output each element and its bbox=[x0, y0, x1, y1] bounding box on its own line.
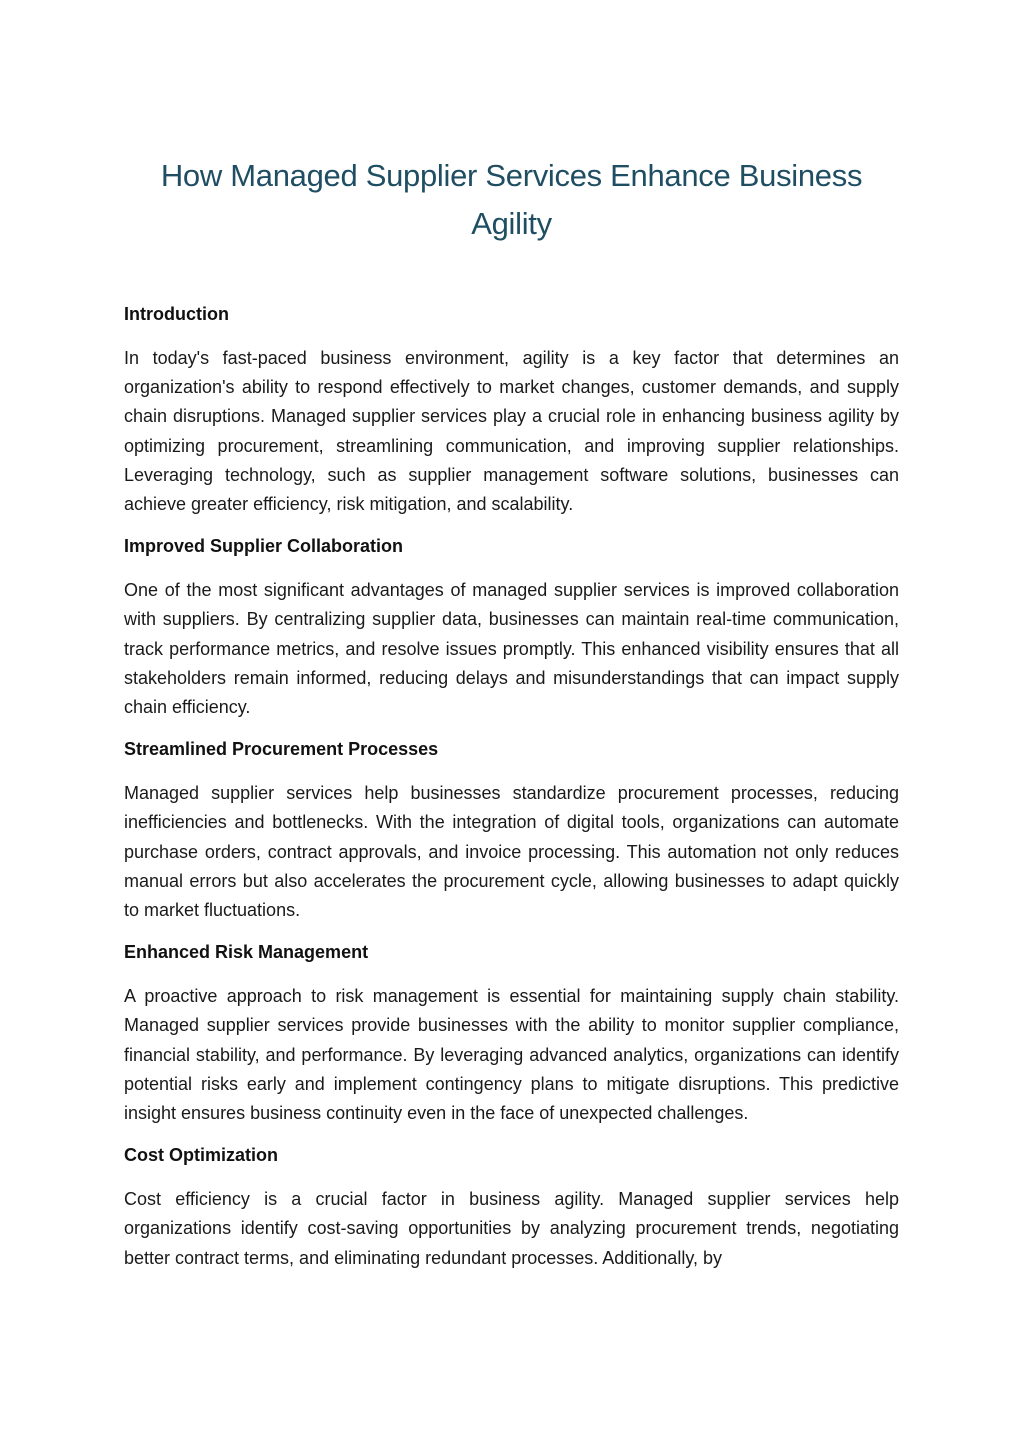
section-heading: Enhanced Risk Management bbox=[124, 942, 369, 963]
section-paragraph: Cost efficiency is a crucial factor in business agility. Managed supplier services help organizations identify cost-saving opportunities by analyzing procurement trends, negotiating better contract terms, and eliminating redundant processes. Additionally, by bbox=[124, 1189, 899, 1268]
section-heading: Improved Supplier Collaboration bbox=[124, 536, 404, 557]
section-heading: Cost Optimization bbox=[124, 1145, 278, 1166]
document-title: How Managed Supplier Services Enhance Business Agility bbox=[160, 158, 863, 241]
section-cost-optimization bbox=[124, 1142, 899, 1273]
section-improved-supplier-collaboration bbox=[124, 533, 899, 722]
section-heading: Streamlined Procurement Processes bbox=[124, 739, 439, 760]
section-enhanced-risk-management bbox=[124, 939, 899, 1128]
section-streamlined-procurement-processes bbox=[124, 736, 899, 925]
document-body bbox=[124, 301, 899, 1287]
section-paragraph: Managed supplier services help businesses standardize procurement processes, reducing inefficiencies and bottlenecks. With the integration of digital tools, organizations can automate purchase orders, contract approvals, and invoice processing. This automation not only reduces manual errors but also accelerates the procurement cycle, allowing businesses to adapt quickly to market fluctuations. bbox=[124, 783, 899, 921]
section-introduction bbox=[124, 301, 899, 519]
section-paragraph: One of the most significant advantages of managed supplier services is improved collaboration with suppliers. By centralizing supplier data, businesses can maintain real-time communication, track performance metrics, and resolve issues promptly. This enhanced visibility ensures that all stakeholders remain informed, reducing delays and misunderstandings that can impact supply chain efficiency. bbox=[124, 580, 899, 718]
section-paragraph: In today's fast-paced business environment, agility is a key factor that determines an organization's ability to respond effectively to market changes, customer demands, and supply chain disruptions. Managed supplier services play a crucial role in enhancing business agility by optimizing procurement, streamlining communication, and improving supplier relationships. Leveraging technology, such as supplier management software solutions, businesses can achieve greater efficiency, risk mitigation, and scalability. bbox=[124, 348, 899, 515]
section-paragraph: A proactive approach to risk management is essential for maintaining supply chain stability. Managed supplier services provide businesses with the ability to monitor supplier compliance, financial stability, and performance. By leveraging advanced analytics, organizations can identify potential risks early and implement contingency plans to mitigate disruptions. This predictive insight ensures business continuity even in the face of unexpected challenges. bbox=[124, 986, 899, 1124]
section-heading: Introduction bbox=[124, 304, 229, 324]
